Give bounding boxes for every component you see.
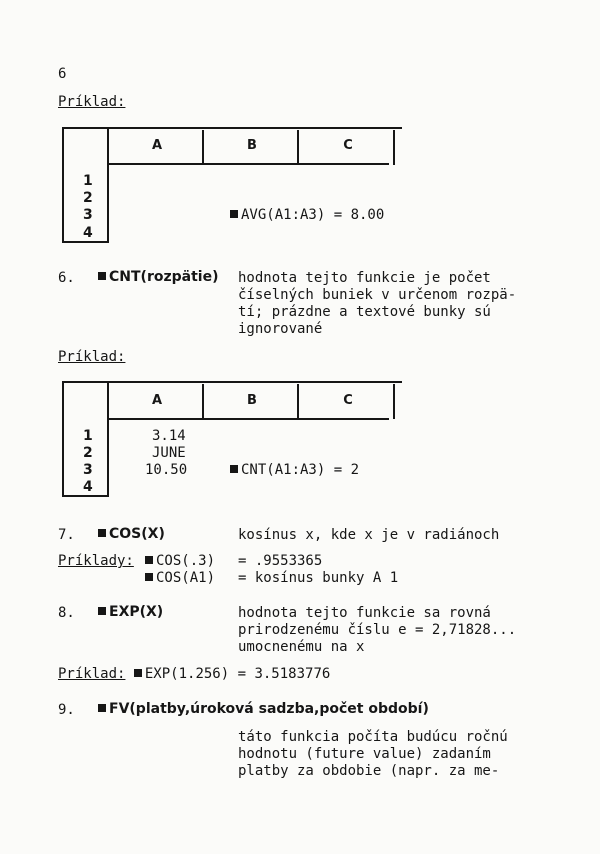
example-label: Príklad: [58,349,126,365]
example-line: Príklad: EXP(1.256) = 3.5183776 [58,666,331,682]
bullet-square-icon [230,210,238,218]
row-number: 1 [83,173,93,189]
row-number: 2 [83,190,93,206]
item-number: 7. [58,527,75,543]
example-label: Príklad: [58,94,126,110]
item-number: 8. [58,605,75,621]
column-header-a: A [151,138,163,153]
cell-a1: 3.14 [152,428,186,444]
bullet-square-icon [98,607,106,615]
function-name: CNT(rozpätie) [98,269,218,285]
bullet-square-icon [98,704,106,712]
function-name: COS(X) [98,526,165,542]
bullet-square-icon [98,272,106,280]
cell-a3: 10.50 [145,462,188,478]
formula-result: CNT(A1:A3) = 2 [230,462,359,478]
column-header-a: A [151,393,163,408]
column-header-b: B [247,393,257,408]
example-expression: COS(A1) [145,570,215,586]
row-number: 3 [83,207,93,223]
formula-result: AVG(A1:A3) = 8.00 [230,207,384,223]
row-number: 2 [83,445,93,461]
page-number: 6 [58,66,67,82]
row-number: 4 [83,225,93,241]
example-result: = .9553365 [238,553,323,569]
item-number: 9. [58,702,75,718]
bullet-square-icon [230,465,238,473]
row-number: 4 [83,479,93,495]
item-number: 6. [58,270,75,286]
examples-label: Príklady: [58,553,134,569]
bullet-square-icon [134,669,142,677]
example-expression: COS(.3) [145,553,215,569]
function-description: hodnota tejto funkcie sa rovná prirodzenému číslu e = 2,71828... umocnenému na x [238,605,517,655]
function-description: hodnota tejto funkcie je počet číselných buniek v určenom rozpä- tí; prázdne a textové bunky sú ignorované [238,270,517,337]
bullet-square-icon [145,556,153,564]
column-header-c: C [343,393,353,408]
row-number: 1 [83,428,93,444]
function-description: kosínus x, kde x je v radiánoch [238,527,500,543]
bullet-square-icon [145,573,153,581]
example-result: = kosínus bunky A 1 [238,570,399,586]
function-name: EXP(X) [98,604,163,620]
column-header-b: B [247,138,257,153]
column-header-c: C [343,138,353,153]
function-name: FV(platby,úroková sadzba,počet období) [98,701,429,717]
cell-a2: JUNE [152,445,186,461]
function-description: táto funkcia počíta budúcu ročnú hodnotu (future value) zadaním platby za obdobie (napr. za me- [238,729,508,779]
row-number: 3 [83,462,93,478]
bullet-square-icon [98,529,106,537]
